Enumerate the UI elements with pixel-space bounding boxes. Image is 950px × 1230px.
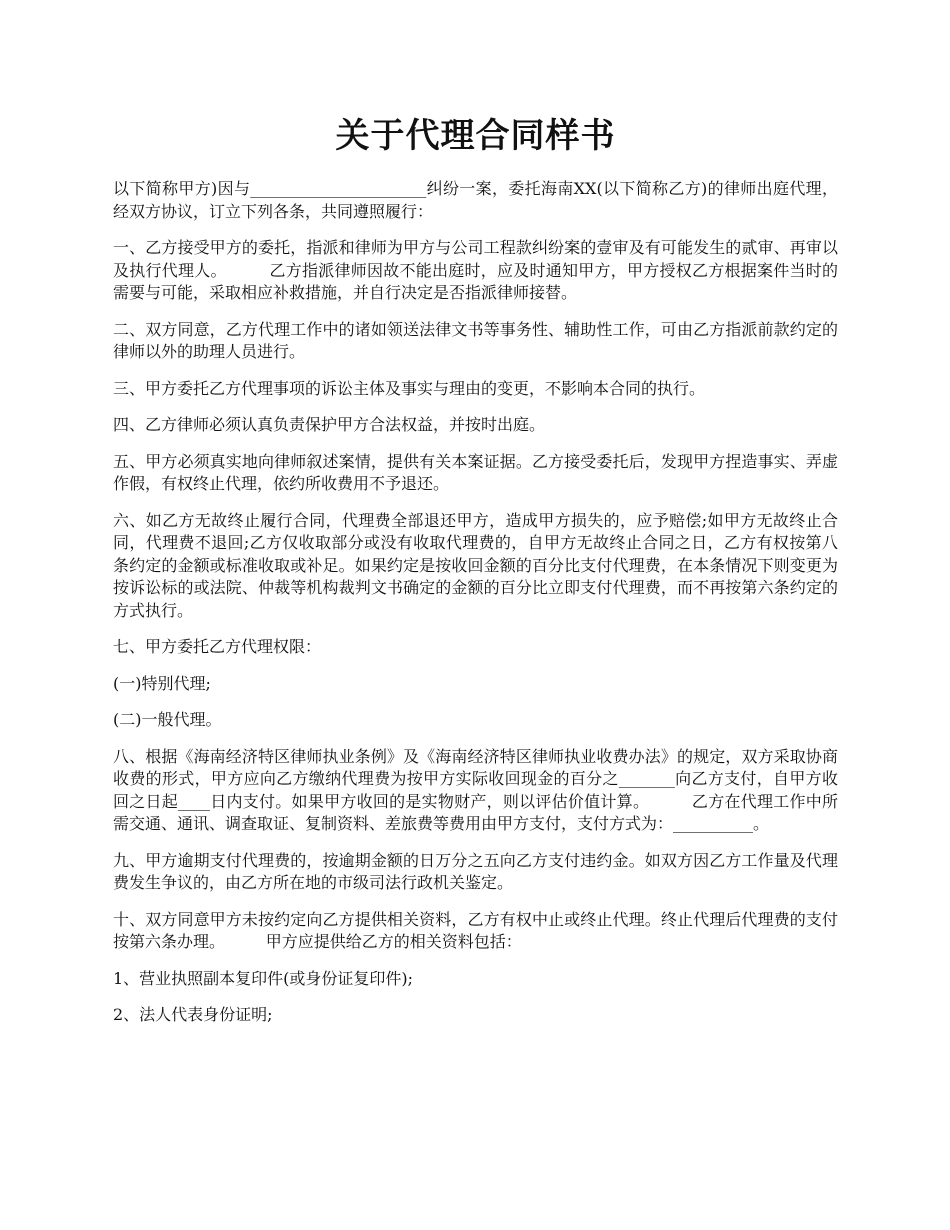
- paragraph-clause-1: 一、乙方接受甲方的委托，指派和律师为甲方与公司工程款纠纷案的壹审及有可能发生的贰审、再审以及执行代理人。 乙方指派律师因故不能出庭时，应及时通知甲方，甲方授权乙方根据案件当时的需要与可能，采取相应补救措施，并自行决定是否指派律师接替。: [113, 238, 838, 302]
- paragraph-clause-2: 二、双方同意，乙方代理工作中的诸如领送法律文书等事务性、辅助性工作，可由乙方指派前款约定的律师以外的助理人员进行。: [113, 319, 838, 361]
- paragraph-list-item-2: 2、法人代表身份证明;: [113, 1005, 273, 1024]
- paragraph-clause-10: 十、双方同意甲方未按约定向乙方提供相关资料，乙方有权中止或终止代理。终止代理后代理费的支付按第六条办理。 甲方应提供给乙方的相关资料包括：: [113, 909, 838, 951]
- paragraph-clause-9: 九、甲方逾期支付代理费的，按逾期金额的日万分之五向乙方支付违约金。如双方因乙方工作量及代理费发生争议的，由乙方所在地的市级司法行政机关鉴定。: [113, 850, 838, 892]
- paragraph-clause-6: 六、如乙方无故终止履行合同，代理费全部退还甲方，造成甲方损失的，应予赔偿;如甲方无故终止合同，代理费不退回;乙方仅收取部分或没有收取代理费的，自甲方无故终止合同之日，乙方有权按第八条约定的金额或标准收取或补足。如果约定是按收回金额的百分比支付代理费，在本条情况下则变更为按诉讼标的或法院、仲裁等机构裁判文书确定的金额的百分比立即支付代理费，而不再按第六条约定的方式执行。: [113, 510, 838, 620]
- paragraph-clause-5: 五、甲方必须真实地向律师叙述案情，提供有关本案证据。乙方接受委托后，发现甲方捏造事实、弄虚作假，有权终止代理，依约所收费用不予退还。: [113, 451, 838, 493]
- paragraph-clause-3: 三、甲方委托乙方代理事项的诉讼主体及事实与理由的变更，不影响本合同的执行。: [113, 378, 706, 398]
- paragraph-clause-4: 四、乙方律师必须认真负责保护甲方合法权益，并按时出庭。: [113, 415, 546, 434]
- paragraph-clause-8: 八、根据《海南经济特区律师执业条例》及《海南经济特区律师执业收费办法》的规定，双方采取协商收费的形式，甲方应向乙方缴纳代理费为按甲方实际收回现金的百分之_______向乙方支付，自甲方收回之日起____日内支付。如果甲方收回的是实物财产，则以评估价值计算。 乙方在代理工作中所需交通、通讯、调查取证、复制资料、差旅费等费用由甲方支付，支付方式为：__________。: [113, 746, 838, 833]
- document-title: 关于代理合同样书: [335, 116, 616, 156]
- paragraph-item-general: (二)一般代理。: [113, 710, 222, 729]
- paragraph-clause-7: 七、甲方委托乙方代理权限：: [113, 637, 322, 656]
- paragraph-list-item-1: 1、营业执照副本复印件(或身份证复印件);: [113, 968, 414, 988]
- paragraph-item-special: (一)特别代理;: [113, 673, 211, 693]
- paragraph-intro: 以下简称甲方)因与______________________纠纷一案，委托海南XX(以下简称乙方)的律师出庭代理，经双方协议，订立下列各条，共同遵照履行：: [113, 179, 838, 221]
